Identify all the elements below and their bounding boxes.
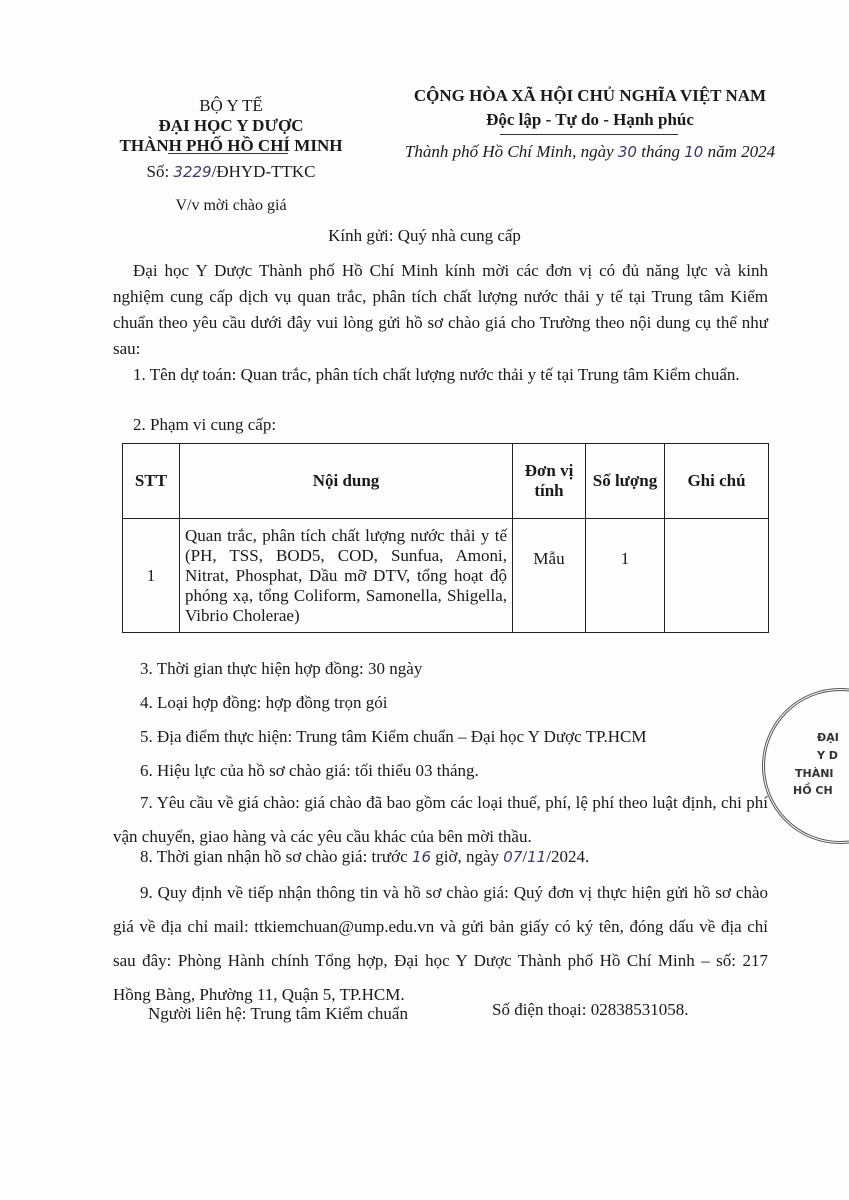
university-line2: THÀNH PHỐ HỒ CHÍ MINH (119, 136, 343, 155)
divider (168, 153, 288, 154)
table-row: 1 Quan trắc, phân tích chất lượng nước thải y tế (PH, TSS, BOD5, COD, Sunfua, Amoni, Nitrat, Phosphat, Dầu mỡ DTV, tổng hoạt độ phóng xạ, tổng Coliform, Samonella, Shigella, Vibrio Cholerae) Mẫu 1 (123, 519, 769, 633)
contact-phone: Số điện thoại: 02838531058. (492, 1000, 689, 1019)
item-1: 1. Tên dự toán: Quan trắc, phân tích chất lượng nước thải y tế tại Trung tâm Kiểm chuẩn. (133, 365, 740, 384)
table-header-row: STT Nội dung Đơn vị tính Số lượng Ghi chú (123, 444, 769, 519)
date-line: Thành phố Hồ Chí Minh, ngày 30 tháng 10 năm 2024 (404, 142, 776, 161)
subject: V/v mời chào giá (175, 197, 287, 214)
university-line1: ĐẠI HỌC Y DƯỢC (158, 116, 304, 135)
nation-title: CỘNG HÒA XÃ HỘI CHỦ NGHĨA VIỆT NAM (413, 86, 767, 105)
ministry: BỘ Y TẾ (199, 96, 263, 115)
item-6: 6. Hiệu lực của hồ sơ chào giá: tối thiểu 03 tháng. (140, 761, 479, 780)
scope-table (122, 443, 769, 633)
item-9: 9. Quy định về tiếp nhận thông tin và hồ sơ chào giá: Quý đơn vị thực hiện gửi hồ sơ chào giá về địa chỉ mail: ttkiemchuan@ump.edu.vn và gửi bản giấy có ký tên, đóng dấu về địa chỉ sau đây: Phòng Hành chính Tổng hợp, Đại học Y Dược Thành phố Hồ Chí Minh – số: 217 Hồng Bàng, Phường 11, Quận 5, TP.HCM. (113, 883, 768, 1004)
document-number: Số: 3229/ĐHYD-TTKC (146, 162, 316, 181)
motto: Độc lập - Tự do - Hạnh phúc (486, 110, 694, 129)
salutation: Kính gửi: Quý nhà cung cấp (328, 226, 521, 245)
official-seal: ĐẠI Y D THÀNI HỒ CH (762, 688, 849, 844)
divider (500, 134, 678, 135)
item-8: 8. Thời gian nhận hồ sơ chào giá: trước 16 giờ, ngày 07/11/2024. (140, 847, 590, 866)
contact-person: Người liên hệ: Trung tâm Kiểm chuẩn (148, 1004, 408, 1023)
item-5: 5. Địa điểm thực hiện: Trung tâm Kiểm chuẩn – Đại học Y Dược TP.HCM (140, 727, 647, 746)
intro-paragraph: Đại học Y Dược Thành phố Hồ Chí Minh kính mời các đơn vị có đủ năng lực và kinh nghiệm cung cấp dịch vụ quan trắc, phân tích chất lượng nước thải y tế tại Trung tâm Kiểm chuẩn theo yêu cầu dưới đây vui lòng gửi hồ sơ chào giá cho Trường theo nội dung cụ thể như sau: (113, 261, 768, 358)
item-3: 3. Thời gian thực hiện hợp đồng: 30 ngày (140, 659, 423, 678)
nation-block (380, 84, 800, 164)
item-2: 2. Phạm vi cung cấp: (133, 415, 277, 434)
item-7: 7. Yêu cầu về giá chào: giá chào đã bao gồm các loại thuế, phí, lệ phí theo luật định, chi phí vận chuyển, giao hàng và các yêu cầu khác của bên mời thầu. (113, 793, 768, 846)
item-4: 4. Loại hợp đồng: hợp đồng trọn gói (140, 693, 388, 712)
issuer-block (100, 96, 362, 216)
